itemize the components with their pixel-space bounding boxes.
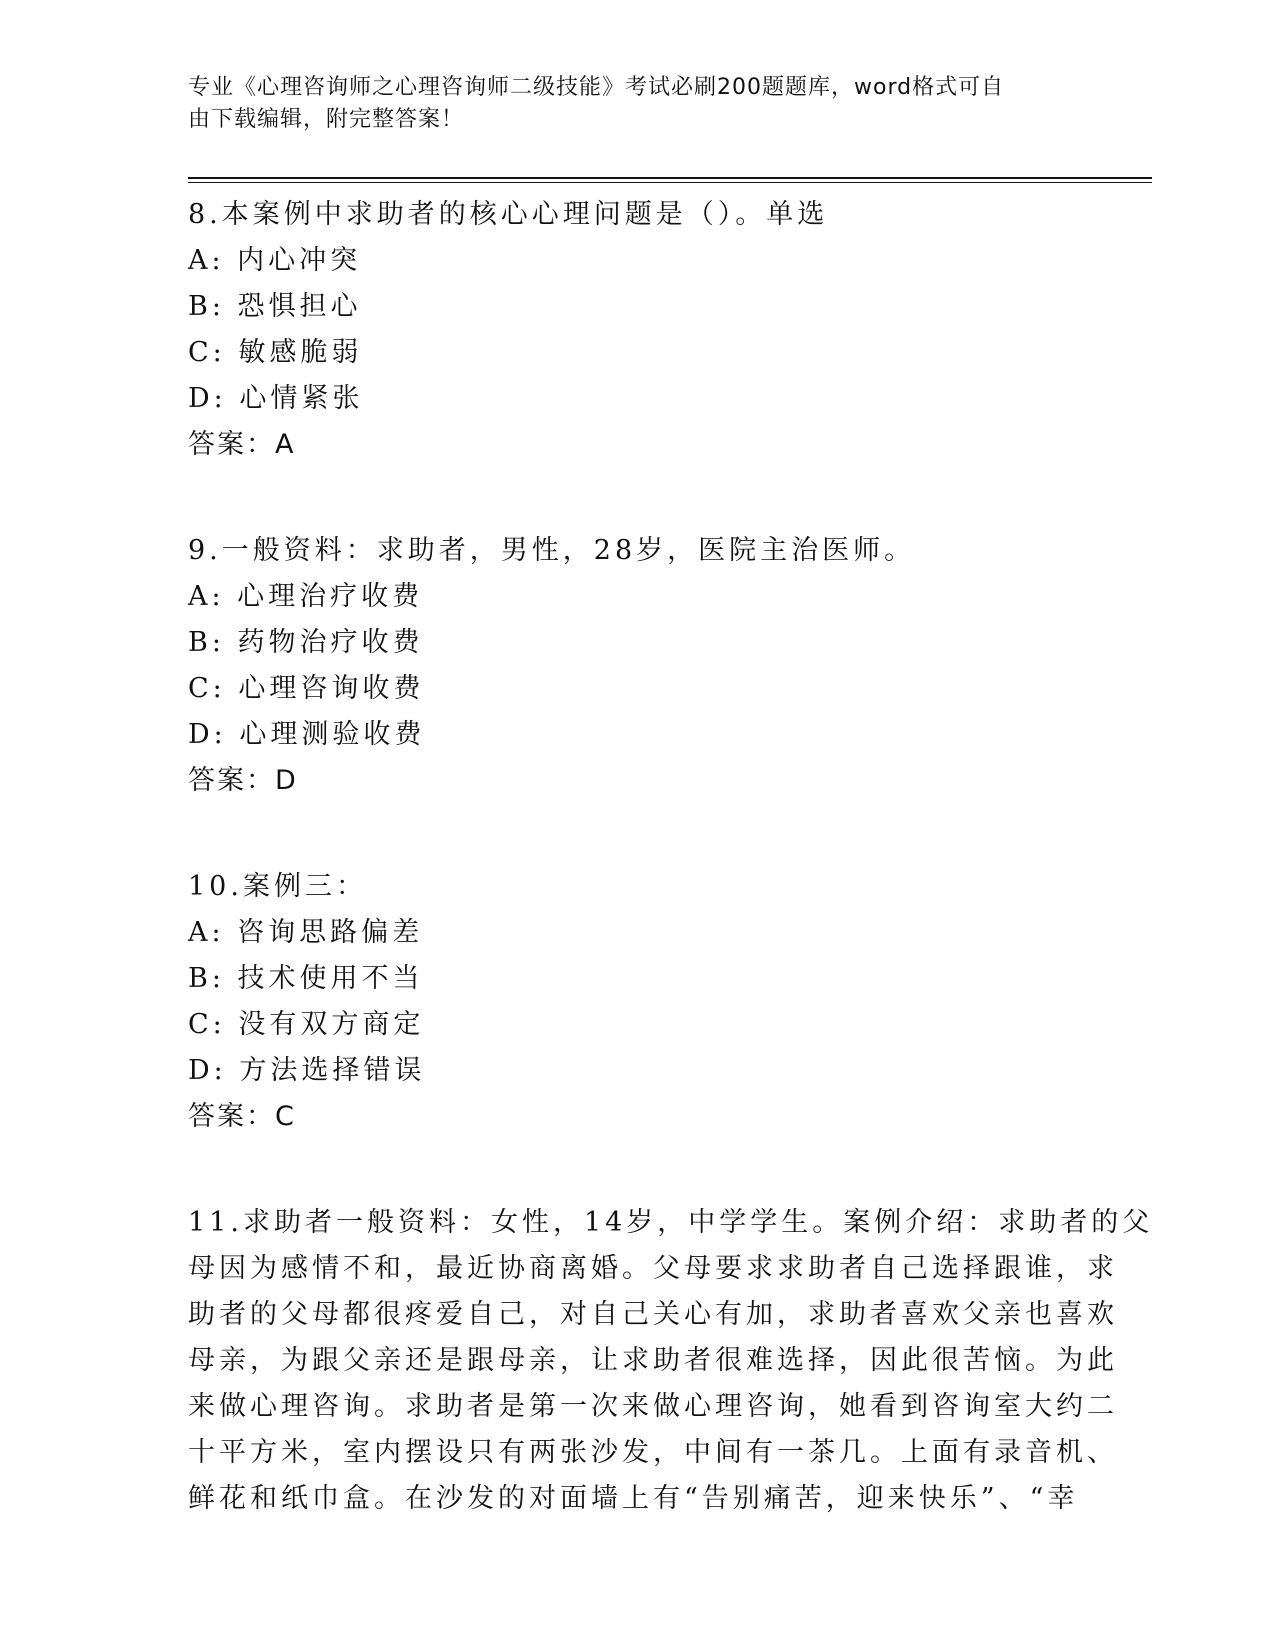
header-line-1: 专业《心理咨询师之心理咨询师二级技能》考试必刷200题题库，word格式可自 bbox=[188, 75, 1005, 100]
spacer bbox=[188, 1140, 1088, 1186]
answer-line: 答案：C bbox=[188, 1101, 296, 1132]
paragraph-line: 来做心理咨询。求助者是第一次来做心理咨询，她看到咨询室大约二 bbox=[188, 1391, 1118, 1422]
paragraph-line: 十平方米，室内摆设只有两张沙发，中间有一茶几。上面有录音机、 bbox=[188, 1437, 1118, 1468]
paragraph-line: 11.求助者一般资料：女性，14岁，中学学生。案例介绍：求助者的父 bbox=[188, 1207, 1154, 1238]
question-stem: 10.案例三： bbox=[188, 871, 367, 902]
document-header bbox=[188, 72, 1068, 136]
paragraph-line: 鲜花和纸巾盒。在沙发的对面墙上有“告别痛苦，迎来快乐”、“幸 bbox=[188, 1483, 1079, 1514]
header-line-2: 由下载编辑，附完整答案！ bbox=[188, 107, 465, 132]
paragraph-line: 母因为感情不和，最近协商离婚。父母要求求助者自己选择跟谁，求 bbox=[188, 1253, 1118, 1284]
header-divider-thin bbox=[188, 182, 1152, 183]
spacer bbox=[188, 468, 1088, 514]
option-c: C: 敏感脆弱 bbox=[188, 337, 363, 368]
option-b: B: 药物治疗收费 bbox=[188, 627, 424, 658]
spacer bbox=[188, 1186, 1088, 1200]
option-a: A: 心理治疗收费 bbox=[188, 581, 424, 612]
question-stem: 8.本案例中求助者的核心心理问题是（）。单选 bbox=[188, 199, 829, 230]
spacer bbox=[188, 514, 1088, 528]
question-11 bbox=[188, 1200, 1154, 1522]
option-c: C: 心理咨询收费 bbox=[188, 673, 425, 704]
paragraph-line: 助者的父母都很疼爱自己，对自己关心有加，求助者喜欢父亲也喜欢 bbox=[188, 1299, 1118, 1330]
question-list bbox=[188, 192, 1154, 1522]
option-a: A: 咨询思路偏差 bbox=[188, 917, 424, 948]
option-d: D: 心情紧张 bbox=[188, 383, 364, 414]
question-9 bbox=[188, 528, 1088, 804]
question-8 bbox=[188, 192, 1088, 468]
answer-line: 答案：A bbox=[188, 429, 296, 460]
question-10 bbox=[188, 864, 1088, 1140]
option-b: B: 恐惧担心 bbox=[188, 291, 362, 322]
option-c: C: 没有双方商定 bbox=[188, 1009, 425, 1040]
header-divider-thick bbox=[188, 177, 1152, 179]
question-stem: 9.一般资料：求助者，男性，28岁，医院主治医师。 bbox=[188, 535, 916, 566]
spacer bbox=[188, 804, 1088, 850]
answer-line: 答案：D bbox=[188, 765, 298, 796]
option-d: D: 心理测验收费 bbox=[188, 719, 426, 750]
option-b: B: 技术使用不当 bbox=[188, 963, 424, 994]
spacer bbox=[188, 850, 1088, 864]
option-d: D: 方法选择错误 bbox=[188, 1055, 426, 1086]
option-a: A: 内心冲突 bbox=[188, 245, 362, 276]
paragraph-line: 母亲，为跟父亲还是跟母亲，让求助者很难选择，因此很苦恼。为此 bbox=[188, 1345, 1118, 1376]
